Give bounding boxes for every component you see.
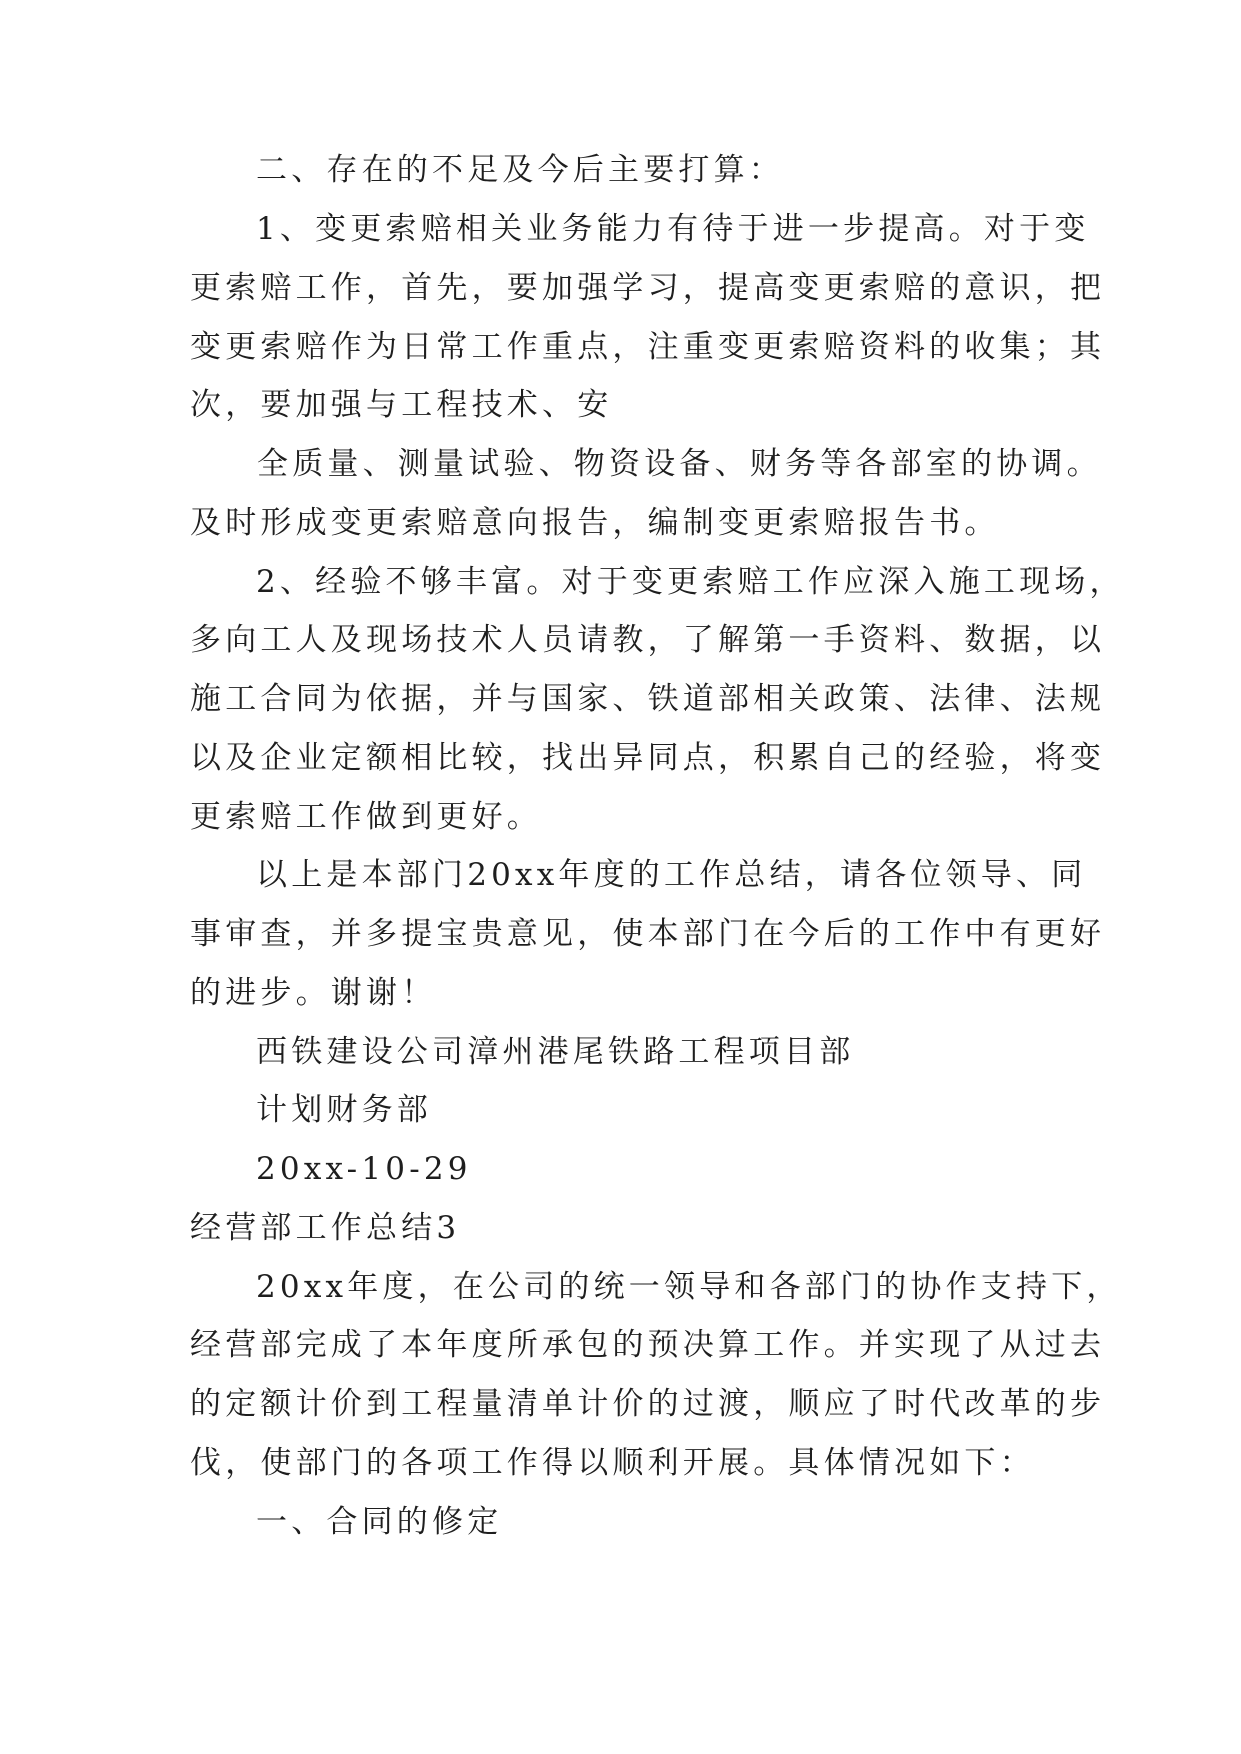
signature-department: 计划财务部 [256,1092,432,1128]
text-line: 经营部完成了本年度所承包的预决算工作。并实现了从过去 [190,1327,1106,1363]
text-line: 变更索赔作为日常工作重点，注重变更索赔资料的收集；其 [190,329,1106,365]
text-line: 1、变更索赔相关业务能力有待于进一步提高。对于变 [256,211,1090,247]
text-line: 多向工人及现场技术人员请教，了解第一手资料、数据，以 [190,622,1106,658]
text-line: 伐，使部门的各项工作得以顺利开展。具体情况如下： [190,1445,1035,1481]
text-line: 次，要加强与工程技术、安 [190,387,613,423]
text-line: 以及企业定额相比较，找出异同点，积累自己的经验，将变 [190,740,1106,776]
section-heading: 经营部工作总结3 [190,1210,461,1246]
text-line: 及时形成变更索赔意向报告，编制变更索赔报告书。 [190,505,1000,541]
text-line: 2、经验不够丰富。对于变更索赔工作应深入施工现场， [256,564,1125,600]
text-line: 的定额计价到工程量清单计价的过渡，顺应了时代改革的步 [190,1386,1106,1422]
subsection-heading: 一、合同的修定 [256,1504,503,1540]
signature-date: 20xx-10-29 [256,1151,472,1187]
text-line: 施工合同为依据，并与国家、铁道部相关政策、法律、法规 [190,681,1106,717]
text-line: 更索赔工作，首先，要加强学习，提高变更索赔的意识，把 [190,270,1106,306]
text-line: 事审查，并多提宝贵意见，使本部门在今后的工作中有更好 [190,916,1106,952]
signature-organization: 西铁建设公司漳州港尾铁路工程项目部 [256,1034,855,1070]
text-line: 以上是本部门20xx年度的工作总结，请各位领导、同 [256,857,1087,893]
text-line: 的进步。谢谢！ [190,975,437,1011]
text-line: 全质量、测量试验、物资设备、财务等各部室的协调。 [257,446,1102,482]
text-line: 更索赔工作做到更好。 [190,799,542,835]
text-line: 20xx年度，在公司的统一领导和各部门的协作支持下， [256,1269,1122,1305]
text-line: 二、存在的不足及今后主要打算： [256,152,784,188]
